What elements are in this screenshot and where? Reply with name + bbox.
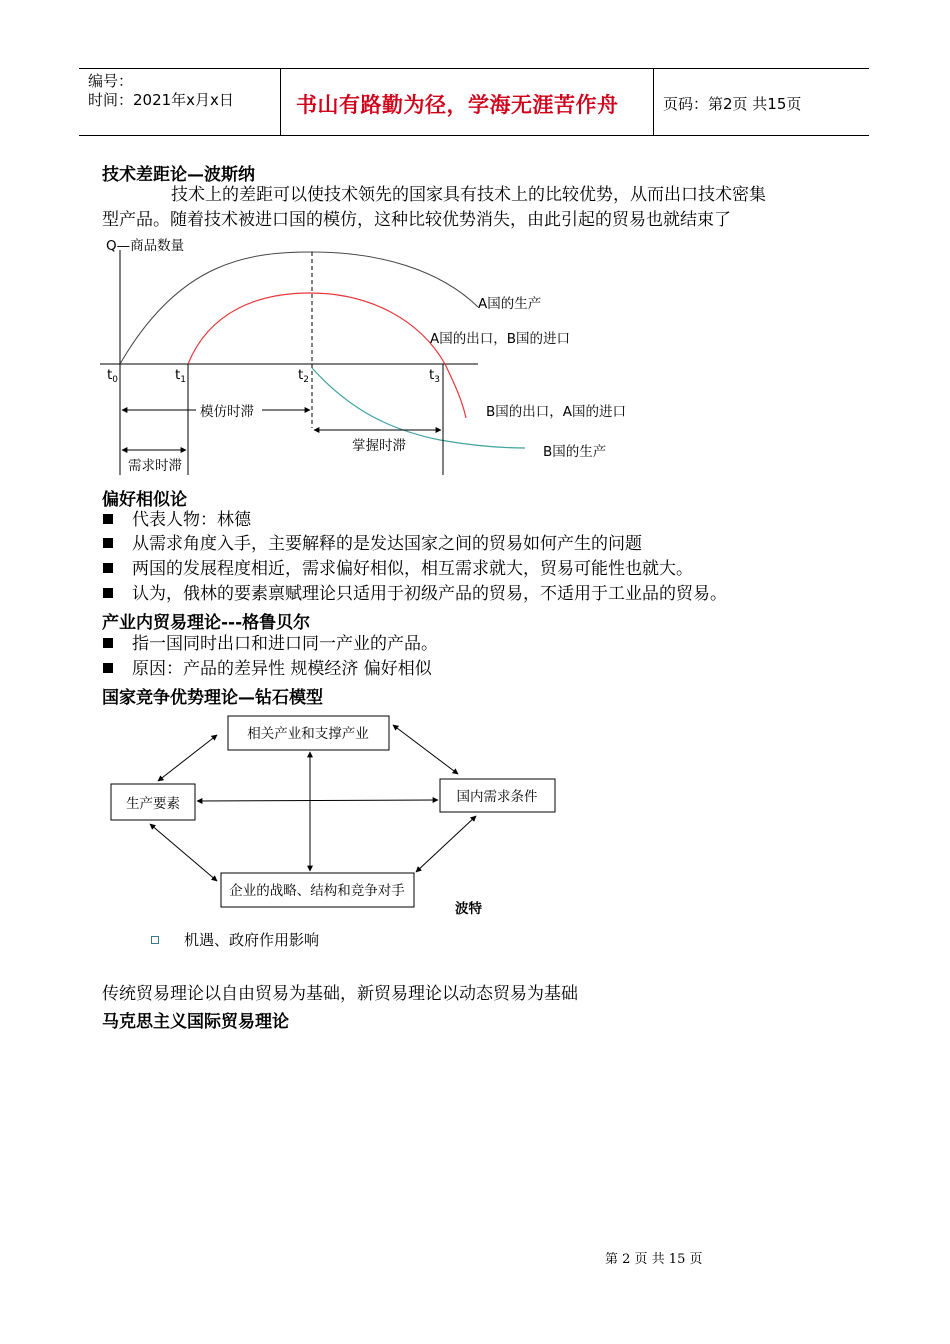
heading-intra-industry: 产业内贸易理论---格鲁贝尔 — [102, 613, 311, 633]
heading-diamond: 国家竞争优势理论—钻石模型 — [102, 688, 323, 708]
box-factor-conditions-label: 生产要素 — [126, 796, 180, 812]
curve-b-production-label: B国的生产 — [543, 444, 607, 460]
document-date-label: 时间：2021年x月x日 — [88, 91, 234, 109]
list-item: 从需求角度入手，主要解释的是发达国家之间的贸易如何产生的问题 — [103, 532, 642, 557]
tech-gap-paragraph-line1: 技术上的差距可以使技术领先的国家具有技术上的比较优势，从而出口技术密集 — [171, 185, 766, 205]
curve-a-export-label: A国的出口，B国的进口 — [430, 331, 570, 347]
document-number-label: 编号： — [88, 72, 134, 90]
y-axis-label: Q—商品数量 — [106, 238, 185, 254]
arrow-top-left — [158, 735, 217, 781]
t2-label: $t_2$ — [298, 367, 310, 385]
footer-page-number: 第 2 页 共 15 页 — [605, 1252, 703, 1267]
list-item: 两国的发展程度相近，需求偏好相似，相互需求就大，贸易可能性也就大。 — [103, 557, 693, 582]
page-indicator: 页码：第2页 共15页 — [663, 95, 802, 113]
list-item: 代表人物：林德 — [103, 508, 251, 533]
diamond-note: 机遇、政府作用影响 — [184, 931, 320, 949]
heading-marxist: 马克思主义国际贸易理论 — [102, 1012, 289, 1032]
box-demand-conditions-label: 国内需求条件 — [456, 789, 538, 805]
tech-gap-paragraph-line2: 型产品。随着技术被进口国的模仿，这种比较优势消失，由此引起的贸易也就结束了 — [102, 210, 731, 230]
note-bullet-icon — [151, 936, 159, 944]
header-motto: 书山有路勤为径，学海无涯苦作舟 — [296, 93, 619, 117]
heading-tech-gap: 技术差距论—波斯纳 — [102, 165, 255, 185]
closing-text: 传统贸易理论以自由贸易为基础，新贸易理论以动态贸易为基础 — [102, 984, 578, 1004]
arrow-horizontal — [197, 800, 438, 801]
arrow-top-right — [393, 725, 458, 774]
arrow-bottom-left — [150, 824, 217, 881]
mastery-lag-label: 掌握时滞 — [352, 438, 406, 454]
t3-label: $t_3$ — [429, 367, 441, 385]
curve-a-production-label: A国的生产 — [478, 296, 542, 312]
diamond-author-label: 波特 — [455, 901, 482, 917]
heading-preference: 偏好相似论 — [102, 490, 187, 510]
arrow-bottom-right — [416, 816, 476, 872]
curve-b-export-label: B国的出口，A国的进口 — [486, 404, 626, 420]
demand-lag-label: 需求时滞 — [128, 458, 182, 474]
t1-label: $t_1$ — [175, 367, 187, 385]
list-item: 原因：产品的差异性 规模经济 偏好相似 — [103, 657, 432, 682]
t0-label: $t_0$ — [107, 367, 119, 385]
box-related-industries-label: 相关产业和支撑产业 — [247, 726, 369, 742]
list-item: 指一国同时出口和进口同一产业的产品。 — [103, 632, 438, 657]
box-firm-strategy-label: 企业的战略、结构和竞争对手 — [229, 883, 405, 899]
list-item: 认为，俄林的要素禀赋理论只适用于初级产品的贸易，不适用于工业品的贸易。 — [103, 582, 727, 607]
imitation-lag-label: 模仿时滞 — [200, 404, 254, 420]
